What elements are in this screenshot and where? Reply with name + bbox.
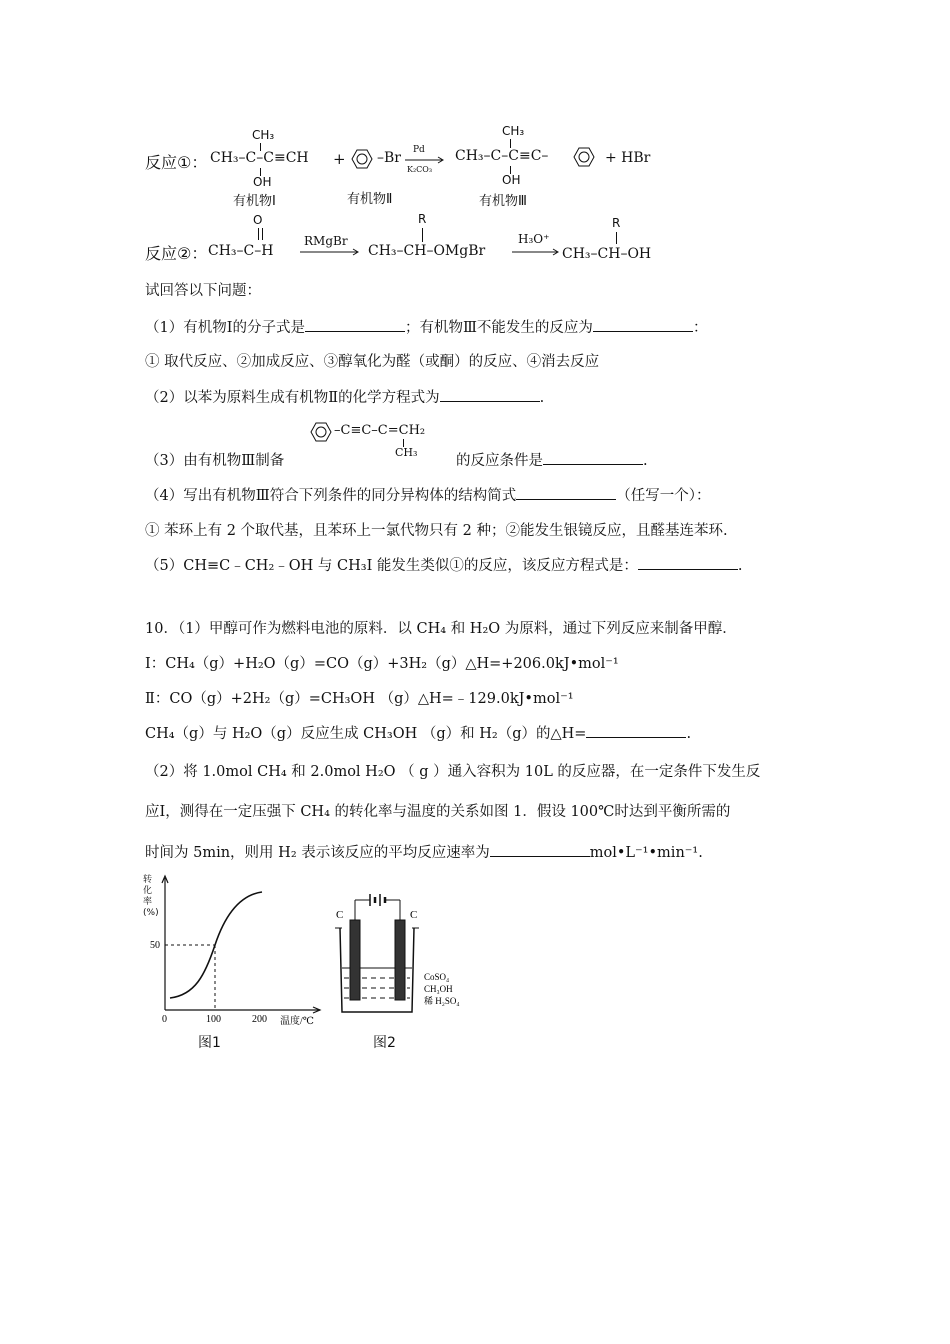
electrode-left-label: C	[336, 909, 344, 921]
reagent-h3o: H₃O⁺	[518, 232, 550, 246]
reaction-2-label: 反应②：	[145, 244, 208, 263]
q9-part5	[145, 554, 743, 575]
product-formula: CH₃–C–C≡C–	[455, 148, 549, 164]
product-ch3: CH₃	[502, 124, 525, 138]
q10-part2-line2: 应Ⅰ，测得在一定压强下 CH₄ 的转化率与温度的关系如图 1．假设 100℃时达到平衡所需的	[145, 804, 731, 820]
q9-part1-text: （1）有机物Ⅰ的分子式是	[145, 320, 305, 336]
answer-blank[interactable]	[543, 450, 643, 465]
reaction-arrow-icon	[512, 248, 560, 256]
q10-part2-line1: （2）将 1.0mol CH₄ 和 2.0mol H₂O （ g ）通入容积为 10L 的反应器，在一定条件下发生反	[145, 764, 761, 780]
x-tick-200: 200	[252, 1014, 267, 1025]
conversion-curve-chart	[140, 870, 330, 1030]
q10-part1-end: .	[686, 726, 692, 742]
intro-line: 试回答以下问题：	[145, 283, 261, 299]
answer-blank[interactable]	[638, 555, 738, 570]
product-r: R	[612, 216, 621, 230]
byproduct-hbr: + HBr	[605, 150, 651, 166]
q9-part4	[145, 484, 710, 505]
answer-blank[interactable]	[516, 485, 616, 500]
reactant-aldehyde: CH₃–C–H	[208, 243, 274, 259]
q9-part3-text: （3）由有机物Ⅲ制备	[145, 453, 285, 469]
solution-label-h2so4: 稀 H₂SO₄	[424, 996, 460, 1006]
reactant-1-formula: CH₃–C–C≡CH	[210, 150, 309, 166]
intermediate-r: R	[418, 212, 427, 226]
electrode-right	[395, 920, 405, 1000]
intermediate: CH₃–CH–OMgBr	[368, 243, 486, 259]
q9-part3-structure: –C≡C–C=CH₂	[334, 423, 426, 438]
q9-part1-end: ：	[692, 320, 708, 336]
figure-2-caption: 图2	[373, 1035, 396, 1051]
q10-part1: 10．（1）甲醇可作为燃料电池的原料．以 CH₄ 和 H₂O 为原料，通过下列反应来制备甲醇．	[145, 621, 737, 637]
reactant-1-ch3: CH₃	[252, 128, 275, 142]
answer-blank[interactable]	[586, 723, 686, 738]
plus-sign: +	[333, 150, 346, 168]
double-bond	[258, 228, 259, 240]
q9-part4-text-b: （任写一个）：	[616, 488, 711, 504]
q10-part2-line3-end: mol•L⁻¹•min⁻¹.	[589, 845, 703, 861]
q9-part2	[145, 386, 544, 407]
x-tick-0: 0	[162, 1014, 167, 1025]
q9-part5-text: （5）CH≡C﹣CH₂﹣OH 与 CH₃I 能发生类似①的反应，该反应方程式是：	[145, 558, 638, 574]
solution-label-coso4: CoSO₄	[424, 972, 450, 982]
q9-part3-end: .	[643, 453, 648, 469]
reagent-rmgbr: RMgBr	[304, 234, 348, 248]
q9-part1	[145, 316, 707, 337]
bond	[616, 232, 617, 244]
reactant-1-oh: OH	[253, 175, 272, 189]
q9-part5-end: .	[737, 558, 743, 574]
answer-blank[interactable]	[490, 842, 590, 857]
y-tick-50: 50	[150, 940, 160, 951]
benzene-ring-icon	[346, 147, 378, 171]
q9-part2-text: （2）以苯为原料生成有机物Ⅱ的化学方程式为	[145, 390, 440, 406]
product-alcohol: CH₃–CH–OH	[562, 246, 652, 262]
y-axis-label: 转化率(%)	[143, 875, 159, 918]
bond	[422, 228, 423, 242]
q9-part3-ch3: CH₃	[395, 446, 418, 459]
q9-part3-text-b: 的反应条件是	[456, 453, 543, 469]
solution-label-ch3oh: CH₃OH	[424, 984, 453, 994]
answer-blank[interactable]	[440, 387, 540, 402]
q9-part2-end: .	[539, 390, 545, 406]
reaction-arrow-icon	[405, 156, 445, 164]
benzene-ring-icon	[568, 145, 600, 169]
q10-equation-1: Ⅰ：CH₄（g）+H₂O（g）=CO（g）+3H₂（g）△H=+206.0kJ•mol⁻¹	[145, 656, 619, 672]
answer-blank[interactable]	[305, 317, 405, 332]
electrolysis-cell-diagram	[330, 890, 490, 1025]
q9-part3-text-b-wrap	[456, 449, 648, 470]
q10-part1-question	[145, 722, 691, 743]
q10-equation-2: Ⅱ：CO（g）+2H₂（g）=CH₃OH （g）△H=﹣129.0kJ•mol⁻¹	[145, 691, 574, 707]
figure-1-caption: 图1	[198, 1035, 221, 1051]
reactant-2-br: –Br	[377, 150, 401, 166]
reaction-arrow-icon	[300, 248, 360, 256]
double-bond	[262, 228, 263, 240]
catalyst-pd: Pd	[413, 145, 425, 155]
answer-blank[interactable]	[593, 317, 693, 332]
q10-part1-question-text: CH₄（g）与 H₂O（g）反应生成 CH₃OH （g）和 H₂（g）的△H=	[145, 726, 587, 742]
product-oh: OH	[502, 173, 521, 187]
electrode-right-label: C	[410, 909, 418, 921]
q9-part4-conditions: ① 苯环上有 2 个取代基，且苯环上一氯代物只有 2 种；②能发生银镜反应，且醛基连苯环.	[145, 523, 728, 539]
reactant-1-name: 有机物Ⅰ	[233, 194, 276, 209]
q10-part2-line3	[145, 841, 703, 862]
reactant-o: O	[253, 213, 263, 227]
q9-part4-text: （4）写出有机物Ⅲ符合下列条件的同分异构体的结构简式	[145, 488, 517, 504]
q10-part2-line3-text: 时间为 5min，则用 H₂ 表示该反应的平均反应速率为	[145, 845, 490, 861]
x-axis-label: 温度/℃	[280, 1016, 314, 1027]
electrode-left	[350, 920, 360, 1000]
x-tick-100: 100	[206, 1014, 221, 1025]
q9-part1-text-b: ；有机物Ⅲ不能发生的反应为	[404, 320, 593, 336]
product-name: 有机物Ⅲ	[479, 194, 527, 209]
reactant-2-name: 有机物Ⅱ	[347, 192, 393, 207]
reaction-1-label: 反应①：	[145, 153, 208, 172]
catalyst-k2co3: K₂CO₃	[407, 165, 433, 174]
bond	[510, 139, 511, 148]
q9-part1-options: ① 取代反应、②加成反应、③醇氧化为醛（或酮）的反应、④消去反应	[145, 354, 600, 370]
benzene-ring-icon	[305, 419, 337, 445]
